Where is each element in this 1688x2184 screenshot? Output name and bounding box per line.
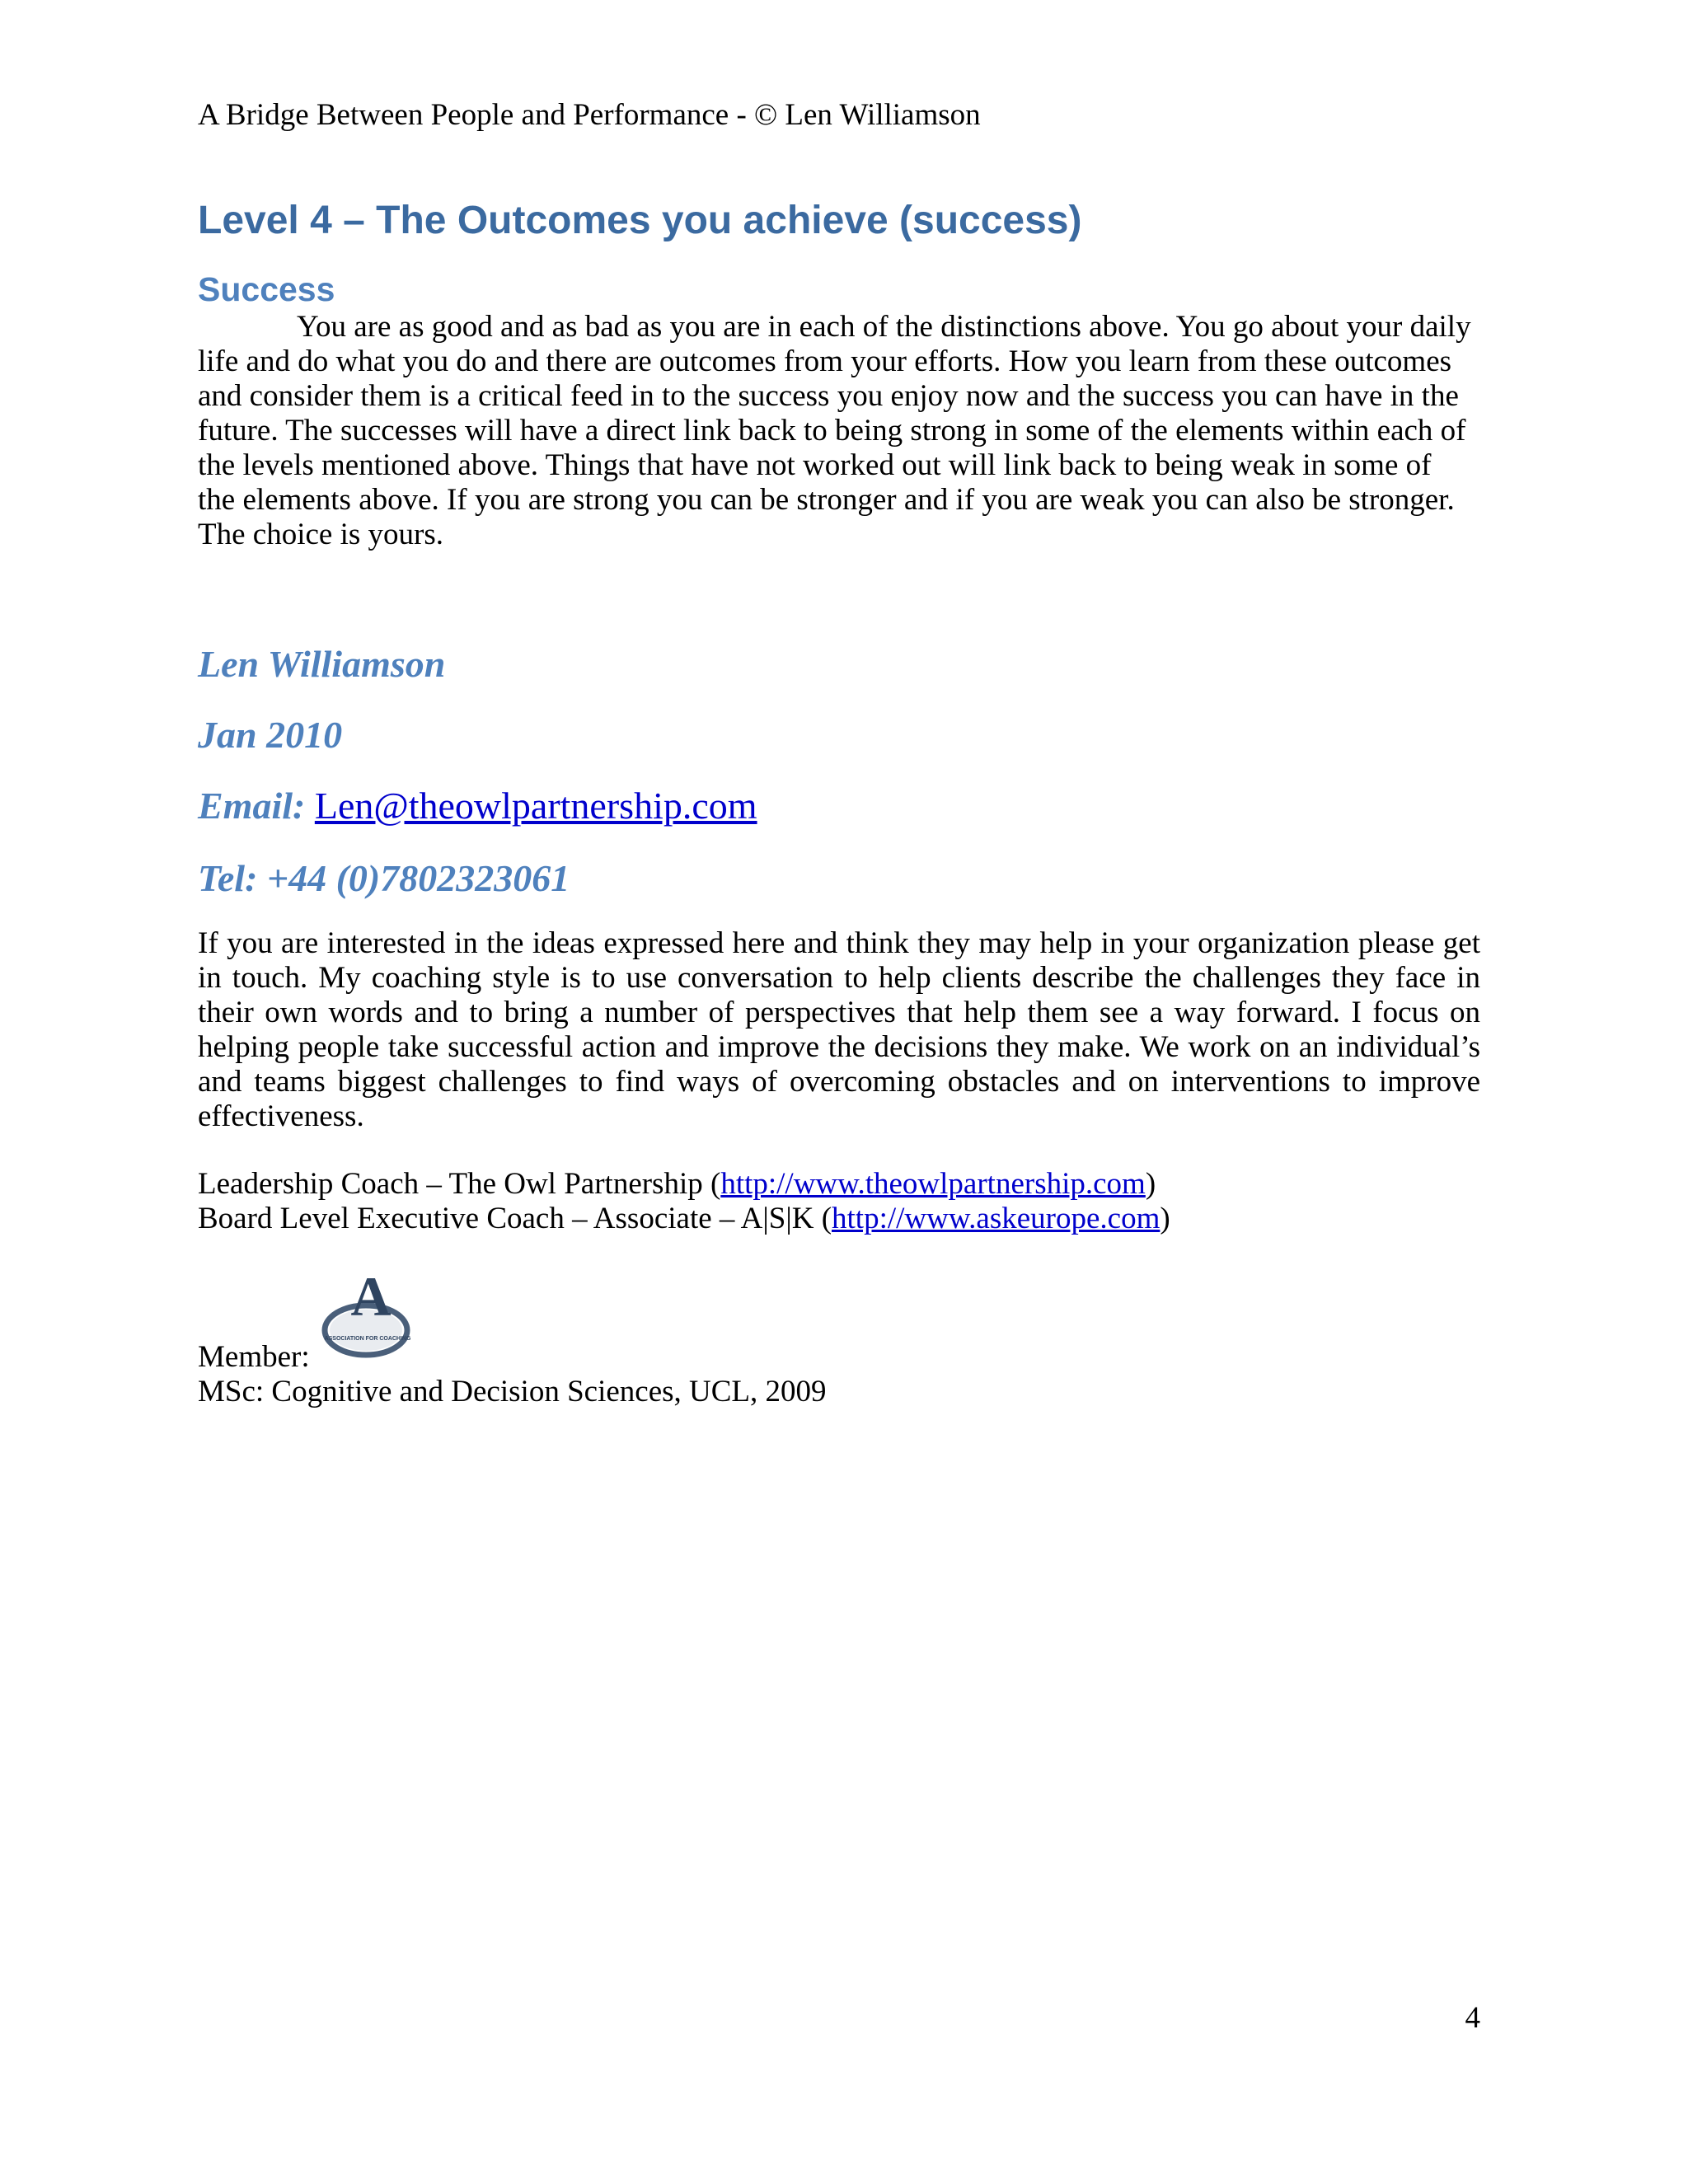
logo-text: ASSOCIATION FOR COACHING (324, 1336, 411, 1342)
page-number: 4 (1465, 2001, 1480, 2035)
qualification: MSc: Cognitive and Decision Sciences, UCL, 2009 (198, 1375, 827, 1408)
association-for-coaching-logo (320, 1269, 415, 1365)
author-email-line (198, 783, 757, 829)
email-label: Email: (198, 785, 306, 827)
section-subheading: Success (198, 270, 335, 308)
role-leadership-coach-suffix: ) (1145, 1167, 1156, 1201)
email-link[interactable]: Len@theowlpartnership.com (314, 785, 757, 827)
owl-partnership-link[interactable]: http://www.theowlpartnership.com (720, 1167, 1146, 1201)
askeurope-link[interactable]: http://www.askeurope.com (832, 1202, 1160, 1235)
author-phone: Tel: +44 (0)7802323061 (198, 857, 570, 899)
logo-letter: A (350, 1269, 392, 1328)
member-label: Member: (198, 1340, 310, 1374)
role-board-coach-suffix: ) (1160, 1202, 1170, 1235)
role-board-coach-text: Board Level Executive Coach – Associate – A|S|K ( (198, 1202, 832, 1235)
author-name: Len Williamson (198, 643, 446, 685)
section-heading: Level 4 – The Outcomes you achieve (success) (198, 199, 1082, 242)
role-leadership-coach-text: Leadership Coach – The Owl Partnership ( (198, 1167, 721, 1201)
success-paragraph: You are as good and as bad as you are in each of the distinctions above. You go about your daily life and do what you do and there are outcomes from your efforts. How you learn from these outcomes and consider them is a critical feed in to the success you enjoy now and the success you can have in the future. The successes will have a direct link back to being strong in some of the elements within each of the levels mentioned above. Things that have not worked out will link back to being weak in some of the elements above. If you are strong you can be stronger and if you are weak you can also be stronger. The choice is yours. (198, 310, 1471, 551)
role-leadership-coach (198, 1167, 1156, 1202)
about-paragraph: If you are interested in the ideas expressed here and think they may help in your organization please get in touch. My coaching style is to use conversation to help clients describe the challenges they face in their own words and to bring a number of perspectives that help them see a way forward. I focus on helping people take successful action and improve the decisions they make. We work on an individual’s and teams biggest challenges to find ways of overcoming obstacles and on interventions to improve effectiveness. (198, 926, 1480, 1133)
author-date: Jan 2010 (198, 714, 343, 756)
running-header: A Bridge Between People and Performance - © Len Williamson (198, 98, 981, 132)
role-board-coach (198, 1202, 1170, 1236)
